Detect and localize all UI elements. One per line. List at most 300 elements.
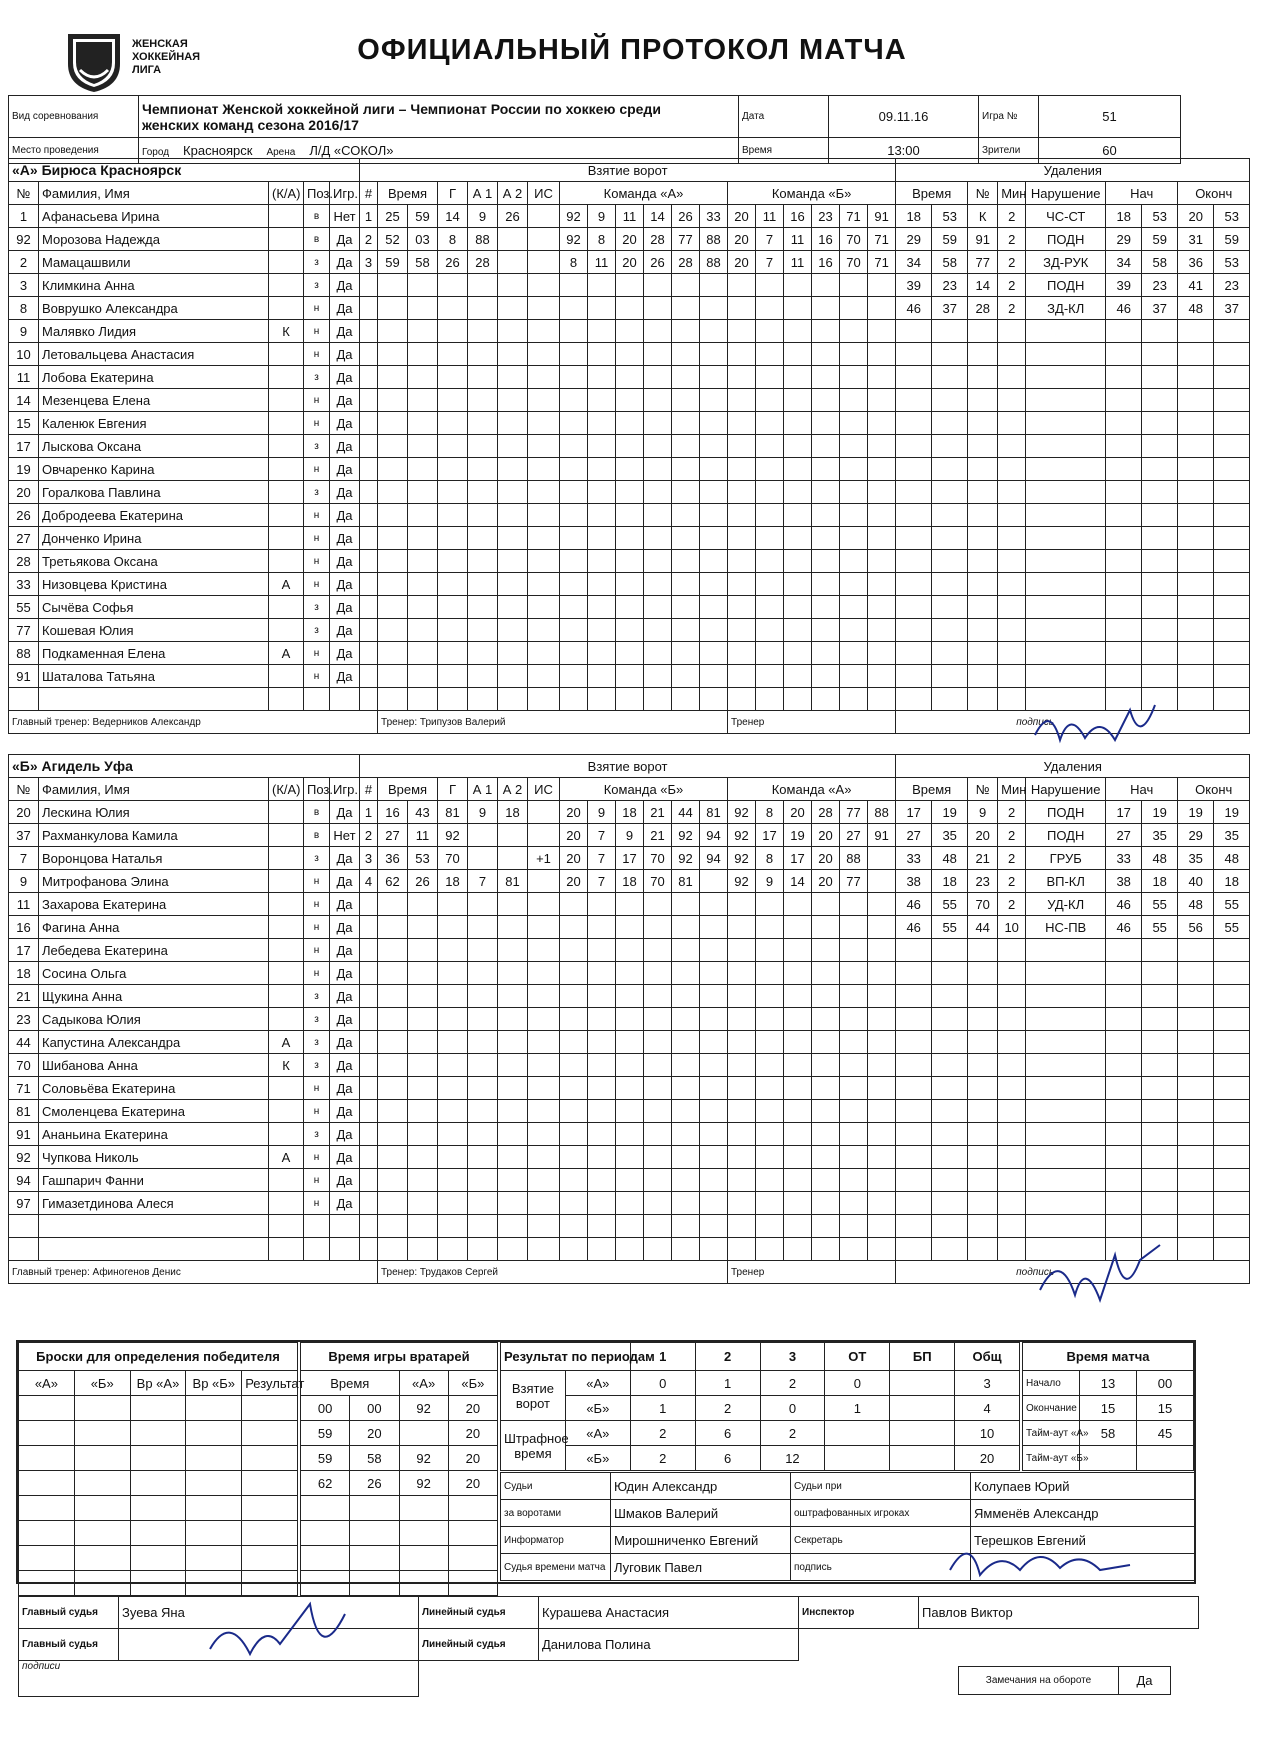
pen-violation [1026,1054,1106,1077]
player-number: 88 [9,642,39,665]
col-pnum: № [968,182,998,205]
opp-line-player: 23 [812,205,840,228]
col-pen-time: Время [896,182,968,205]
col-is: ИС [528,182,560,205]
pen-start-min [1106,343,1142,366]
own-line-player [616,573,644,596]
own-line-player [672,1215,700,1238]
own-line-player: 26 [672,205,700,228]
empty [919,1629,1199,1661]
col-goal-time: Время [378,182,438,205]
goal-strength [528,297,560,320]
opp-line-player: 16 [812,251,840,274]
opp-line-player [840,916,868,939]
shootout-cell [242,1571,298,1596]
opp-line-player [840,458,868,481]
goal-sec [408,939,438,962]
goalie-min: 62 [301,1471,350,1496]
match-time-sec [1137,1446,1194,1471]
shootout-cell [242,1496,298,1521]
player-position: н [304,412,330,435]
own-line-player [700,1031,728,1054]
own-line-player: 92 [560,228,588,251]
pen-end-min: 29 [1178,824,1214,847]
pen-start-sec [1142,1054,1178,1077]
pim-row-value [825,1421,890,1446]
opp-line-player [868,458,896,481]
opp-line-player [812,596,840,619]
pen-start-sec [1142,1008,1178,1031]
goal-min [378,642,408,665]
player-number: 17 [9,435,39,458]
goal-number [360,274,378,297]
table-row [9,847,1250,870]
player-number: 18 [9,962,39,985]
player-plays [330,1215,360,1238]
pen-end-sec [1214,619,1250,642]
pen-sec [932,435,968,458]
opp-line-player [756,596,784,619]
pen-player [968,1077,998,1100]
own-line-player [588,688,616,711]
goal-scorer [438,550,468,573]
pen-violation [1026,619,1106,642]
pen-end-sec [1214,527,1250,550]
pen-end-sec [1214,1031,1250,1054]
pen-violation [1026,1008,1106,1031]
pen-min [896,665,932,688]
goal-assist1 [468,824,498,847]
goal-number: 3 [360,251,378,274]
own-line-player: 20 [616,251,644,274]
team-title: «Б» Агидель Уфа [9,755,360,778]
own-line-player [700,412,728,435]
opp-line-player [840,389,868,412]
own-line-player [644,1008,672,1031]
pen-end-sec [1214,1238,1250,1261]
player-position: з [304,274,330,297]
opp-line-player [756,1146,784,1169]
pen-player [968,412,998,435]
opp-line-player [840,1169,868,1192]
pen-sec [932,985,968,1008]
own-line-player: 9 [588,801,616,824]
goal-scorer [438,274,468,297]
opp-line-player [784,596,812,619]
opp-line-player [868,642,896,665]
goal-number [360,962,378,985]
pen-min: 46 [896,916,932,939]
pen-player: К [968,205,998,228]
pen-end-min: 48 [1178,893,1214,916]
own-line-player [672,274,700,297]
pen-end-min [1178,1031,1214,1054]
goal-min [378,939,408,962]
pen-sec [932,619,968,642]
player-name: Щукина Анна [39,985,269,1008]
goal-scorer [438,573,468,596]
goal-judges-label: Судьи [501,1473,611,1500]
goal-sec [408,1031,438,1054]
own-line-player [560,274,588,297]
goal-min: 52 [378,228,408,251]
team-title: «А» Бирюса Красноярск [9,159,360,182]
pen-start-sec: 23 [1142,274,1178,297]
opp-line-player [812,458,840,481]
own-line-player [700,642,728,665]
pen-violation [1026,596,1106,619]
opp-line-player: 71 [868,228,896,251]
goal-number [360,1054,378,1077]
table-row [9,1146,1250,1169]
player-plays: Да [330,801,360,824]
player-position: в [304,824,330,847]
pen-minutes: 2 [998,205,1026,228]
goal-min [378,596,408,619]
goal-min: 59 [378,251,408,274]
match-time-title: Время матча [1023,1343,1194,1371]
opp-line-player [756,343,784,366]
pen-violation: УД-КЛ [1026,893,1106,916]
own-line-player [672,573,700,596]
own-line-player [672,343,700,366]
secretary: Терешков Евгений [971,1527,1195,1554]
pen-start-min [1106,665,1142,688]
goal-assist1 [468,985,498,1008]
opp-line-player [868,1031,896,1054]
pen-min [896,320,932,343]
own-line-player [672,389,700,412]
goal-min [378,573,408,596]
pen-start-sec: 59 [1142,228,1178,251]
player-role [269,1008,304,1031]
pen-sec: 18 [932,870,968,893]
pen-sec [932,1008,968,1031]
goal-assist2 [498,1215,528,1238]
pen-player: 14 [968,274,998,297]
player-position [304,1238,330,1261]
player-role [269,665,304,688]
opp-line-player [784,1008,812,1031]
goal-strength [528,366,560,389]
pen-end-sec [1214,688,1250,711]
player-name: Лыскова Оксана [39,435,269,458]
goal-strength: +1 [528,847,560,870]
goal-scorer [438,688,468,711]
pen-start-min [1106,1008,1142,1031]
pen-sec: 59 [932,228,968,251]
opp-line-player [728,1192,756,1215]
own-line-player [644,985,672,1008]
player-name: Подкаменная Елена [39,642,269,665]
opp-line-player [812,1215,840,1238]
goals-title: Взятие ворот [360,159,896,182]
player-position: в [304,228,330,251]
own-line-player [700,458,728,481]
goal-assist1 [468,962,498,985]
col-own-team: Команда «А» [560,182,728,205]
opp-line-player [728,1054,756,1077]
pen-sec [932,596,968,619]
pen-start-min: 34 [1106,251,1142,274]
player-number [9,1238,39,1261]
player-name: Гимазетдинова Алеся [39,1192,269,1215]
shootout-cell [130,1546,186,1571]
own-line-player [616,893,644,916]
goal-sec [408,1123,438,1146]
pen-end-min [1178,389,1214,412]
pen-start-min [1106,1146,1142,1169]
opp-line-player [728,688,756,711]
own-line-player [588,1031,616,1054]
pen-start-min [1106,1215,1142,1238]
linesman-label: Линейный судья [419,1629,539,1661]
goal-assist1 [468,435,498,458]
pen-sec [932,504,968,527]
own-line-player [588,412,616,435]
opp-line-player [728,596,756,619]
pen-player [968,573,998,596]
own-line-player [700,527,728,550]
opp-line-player [728,1169,756,1192]
pen-minutes [998,343,1026,366]
table-row [9,1192,1250,1215]
pen-sec [932,320,968,343]
pen-player [968,1169,998,1192]
player-role [269,205,304,228]
goal-strength [528,1123,560,1146]
goal-assist2 [498,481,528,504]
goal-sec: 11 [408,824,438,847]
goal-strength [528,504,560,527]
pen-start-sec: 55 [1142,893,1178,916]
pen-sec [932,1054,968,1077]
player-name: Ананьина Екатерина [39,1123,269,1146]
goal-assist1 [468,458,498,481]
own-line-player [616,1031,644,1054]
own-line-player: 94 [700,847,728,870]
coach-2: Тренер [728,1261,896,1284]
goal-number [360,1215,378,1238]
goal-assist1 [468,1215,498,1238]
pen-min: 38 [896,870,932,893]
own-line-player: 26 [644,251,672,274]
goal-number [360,481,378,504]
pen-start-min [1106,1054,1142,1077]
shootout-cell [19,1496,75,1521]
opp-line-player [812,527,840,550]
own-line-player [588,1192,616,1215]
competition-label: Вид соревнования [9,96,139,138]
goal-scorer [438,596,468,619]
own-line-player [700,1123,728,1146]
opp-line-player: 92 [728,870,756,893]
own-line-player: 92 [672,847,700,870]
opp-line-player [868,527,896,550]
own-line-player [700,939,728,962]
player-plays: Да [330,343,360,366]
officials-row [501,1500,1195,1527]
pim-row-value [890,1446,955,1471]
goalie-col-b: «Б» [448,1371,497,1396]
player-plays: Да [330,412,360,435]
pen-sec [932,939,968,962]
opp-line-player: 92 [728,801,756,824]
pen-player [968,320,998,343]
own-line-player [700,1238,728,1261]
own-line-player: 11 [588,251,616,274]
opp-line-player [756,389,784,412]
sign-label: подпись [791,1554,971,1581]
own-line-player: 88 [700,251,728,274]
pen-minutes [998,596,1026,619]
own-line-player [672,481,700,504]
goal-assist1 [468,527,498,550]
goal-assist2 [498,527,528,550]
goal-sec [408,1238,438,1261]
goal-number [360,1192,378,1215]
table-row [9,481,1250,504]
goal-scorer [438,1192,468,1215]
goalie-b [448,1521,497,1546]
pen-player [968,1054,998,1077]
match-time: 13:00 [829,138,979,164]
goalie-b [448,1496,497,1521]
own-line-player [616,642,644,665]
opp-line-player: 20 [728,228,756,251]
goal-assist2 [498,1123,528,1146]
spectators: 60 [1039,138,1181,164]
own-line-player [700,1077,728,1100]
goal-assist1 [468,1100,498,1123]
player-plays: Да [330,1100,360,1123]
own-line-player [644,274,672,297]
player-position: н [304,297,330,320]
head-referee-signature-icon [200,1594,360,1674]
player-position: н [304,1077,330,1100]
own-line-player [644,962,672,985]
pen-player [968,343,998,366]
pim-row-value: 10 [955,1421,1020,1446]
opp-line-player [840,1008,868,1031]
goal-assist1 [468,1192,498,1215]
shootout-cell [130,1496,186,1521]
opp-line-player [728,893,756,916]
player-plays: Да [330,297,360,320]
player-position: в [304,205,330,228]
shootout-cell [242,1471,298,1496]
opp-line-player [784,458,812,481]
own-line-player [588,1100,616,1123]
player-role [269,688,304,711]
own-line-player: 8 [588,228,616,251]
player-role [269,1077,304,1100]
goal-sec [408,642,438,665]
own-line-player [616,550,644,573]
goal-strength [528,573,560,596]
own-line-player [588,1169,616,1192]
goal-assist2 [498,596,528,619]
pen-end-sec [1214,1146,1250,1169]
own-line-player [588,481,616,504]
goal-assist1 [468,504,498,527]
pen-end-min: 20 [1178,205,1214,228]
pen-violation [1026,962,1106,985]
pen-end-min: 31 [1178,228,1214,251]
pen-minutes [998,939,1026,962]
opp-line-player [812,1031,840,1054]
goal-sec [408,458,438,481]
opp-line-player [812,1192,840,1215]
player-name: Добродеева Екатерина [39,504,269,527]
opp-line-player [728,366,756,389]
competition-value: Чемпионат Женской хоккейной лиги – Чемпионат России по хоккею среди [142,100,661,117]
col-name: Фамилия, Имя [39,778,269,801]
player-position: н [304,962,330,985]
pen-player [968,1192,998,1215]
goal-assist2 [498,1054,528,1077]
pen-min: 33 [896,847,932,870]
pen-violation [1026,1169,1106,1192]
opp-line-player [784,1054,812,1077]
player-position: з [304,366,330,389]
own-line-player: 20 [616,228,644,251]
own-line-player [644,343,672,366]
player-position: н [304,893,330,916]
goal-number [360,1008,378,1031]
opp-line-player [784,1192,812,1215]
own-line-player [700,893,728,916]
own-line-player [644,619,672,642]
player-name [39,688,269,711]
pen-minutes [998,504,1026,527]
own-line-player [700,343,728,366]
opp-line-player [784,1169,812,1192]
pen-start-min [1106,1077,1142,1100]
pen-start-min [1106,1169,1142,1192]
col-goal-time: Время [378,778,438,801]
own-line-player [672,642,700,665]
pen-sec [932,573,968,596]
pen-minutes: 2 [998,251,1026,274]
goal-strength [528,985,560,1008]
goal-sec [408,573,438,596]
opp-line-player [812,665,840,688]
opp-line-player [728,1077,756,1100]
pen-end-min [1178,1077,1214,1100]
player-number: 20 [9,801,39,824]
goal-min [378,1123,408,1146]
own-line-player: 88 [700,228,728,251]
opp-line-player: 7 [756,228,784,251]
player-name: Соловьёва Екатерина [39,1077,269,1100]
pen-min [896,939,932,962]
goals-row-team: «Б» [565,1396,630,1421]
goal-number [360,435,378,458]
own-line-player [588,274,616,297]
player-name: Горалкова Павлина [39,481,269,504]
pen-sec [932,1238,968,1261]
opp-line-player [840,1238,868,1261]
player-plays [330,1238,360,1261]
player-plays: Да [330,573,360,596]
goal-strength [528,688,560,711]
goal-assist2 [498,389,528,412]
goal-assist1 [468,550,498,573]
goal-min [378,1054,408,1077]
player-role [269,297,304,320]
goal-assist2 [498,688,528,711]
